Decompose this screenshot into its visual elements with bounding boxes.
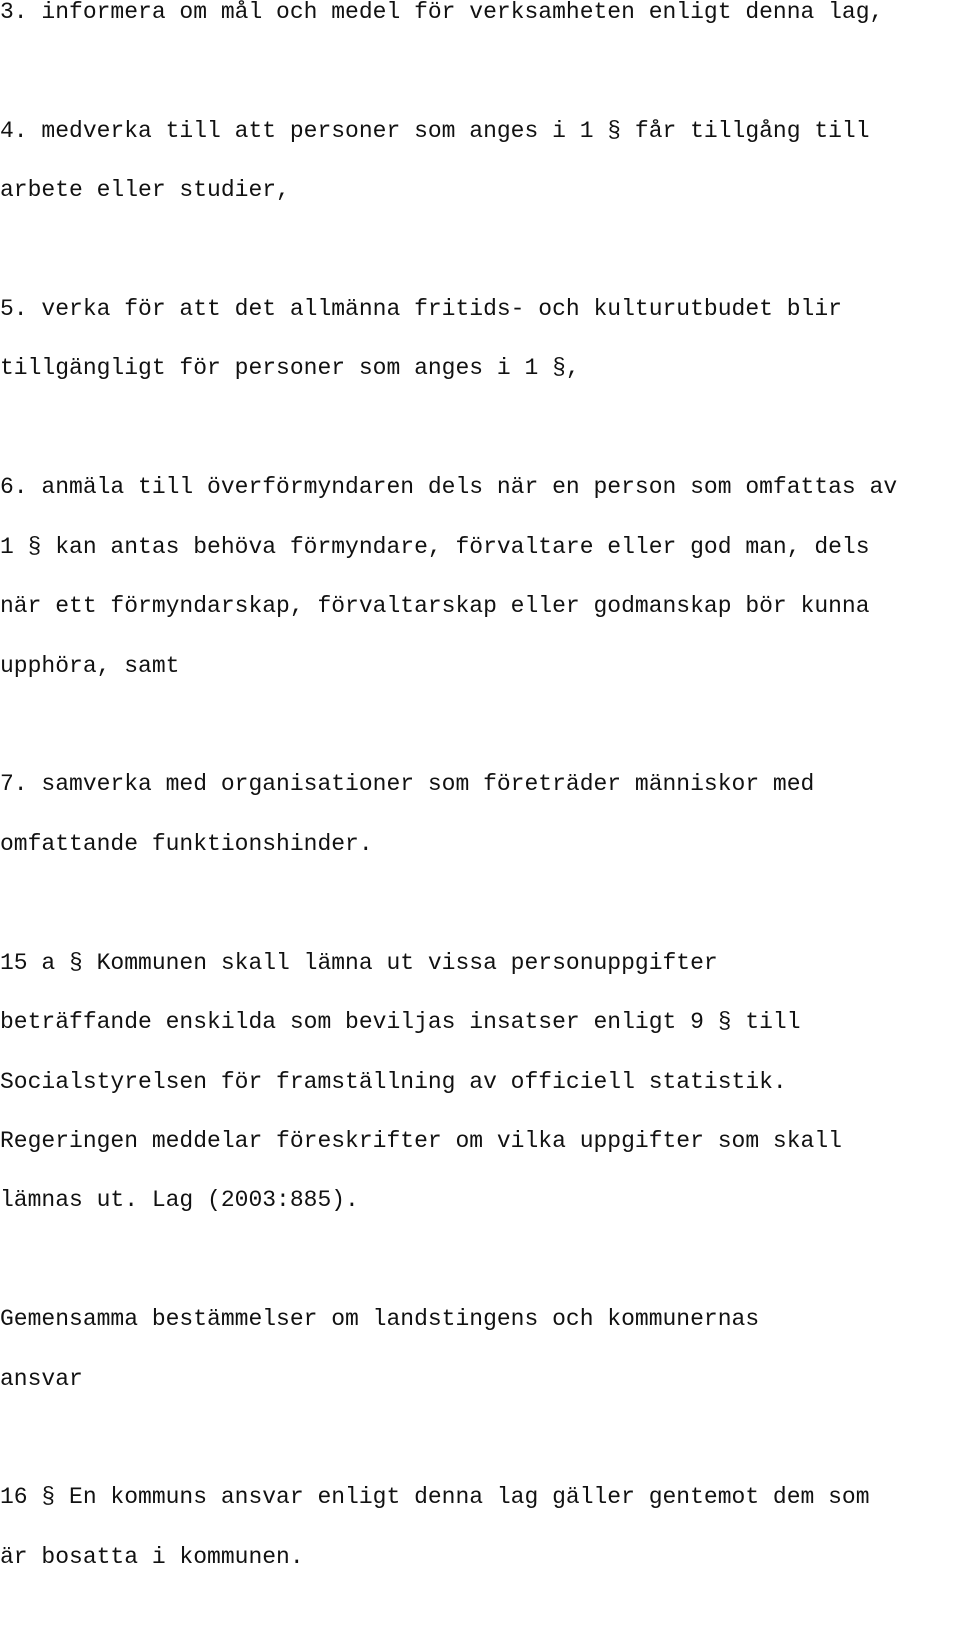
item-6-line-1: 6. anmäla till överförmyndaren dels när en person som omfattas av [0, 474, 898, 500]
section-heading-line-1: Gemensamma bestämmelser om landstingens och kommunernas [0, 1306, 760, 1332]
section-15a-line-3: Socialstyrelsen för framställning av officiell statistik. [0, 1069, 787, 1095]
section-15a-line-1: 15 a § Kommunen skall lämna ut vissa personuppgifter [0, 950, 718, 976]
section-16-line-2: är bosatta i kommunen. [0, 1544, 304, 1570]
item-6-line-4: upphöra, samt [0, 653, 180, 679]
item-7-line-1: 7. samverka med organisationer som företräder människor med [0, 771, 815, 797]
section-15a-line-4: Regeringen meddelar föreskrifter om vilka uppgifter som skall [0, 1128, 842, 1154]
item-6-line-3: när ett förmyndarskap, förvaltarskap eller godmanskap bör kunna [0, 593, 870, 619]
item-4-line-2: arbete eller studier, [0, 177, 290, 203]
section-16-line-1: 16 § En kommuns ansvar enligt denna lag gäller gentemot dem som [0, 1484, 870, 1510]
section-15a-line-2: beträffande enskilda som beviljas insatser enligt 9 § till [0, 1009, 801, 1035]
item-3-line-1: 3. informera om mål och medel för verksamheten enligt denna lag, [0, 0, 884, 25]
item-5-line-2: tillgängligt för personer som anges i 1 §, [0, 355, 580, 381]
item-6-line-2: 1 § kan antas behöva förmyndare, förvaltare eller god man, dels [0, 534, 870, 560]
section-15a-line-5: lämnas ut. Lag (2003:885). [0, 1187, 359, 1213]
section-heading-line-2: ansvar [0, 1366, 83, 1392]
item-7-line-2: omfattande funktionshinder. [0, 831, 373, 857]
item-5-line-1: 5. verka för att det allmänna fritids- och kulturutbudet blir [0, 296, 842, 322]
item-4-line-1: 4. medverka till att personer som anges i 1 § får tillgång till [0, 118, 870, 144]
